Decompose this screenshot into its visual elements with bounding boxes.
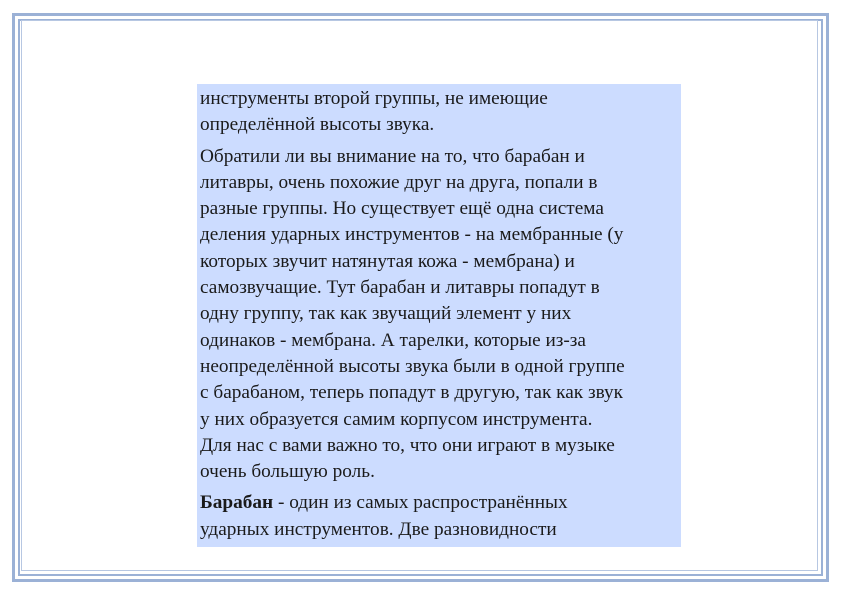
text-line: неопределённой высоты звука были в одной группе xyxy=(200,355,625,377)
text-line: которых звучит натянутая кожа - мембрана) и xyxy=(200,250,575,272)
paragraph-classification xyxy=(200,144,681,486)
text-line: определённой высоты звука. xyxy=(200,114,435,136)
text-line: у них образуется самим корпусом инструмента. xyxy=(200,408,593,430)
text-line: Обратили ли вы внимание на то, что барабан и xyxy=(200,145,585,167)
text-line: ударных инструментов. Две разновидности xyxy=(200,518,557,540)
paragraph-intro xyxy=(200,86,681,139)
text-line: деления ударных инструментов - на мембранные (у xyxy=(200,224,624,246)
text-line: литавры, очень похожие друг на друга, попали в xyxy=(200,171,598,193)
text-line: одинаков - мембрана. А тарелки, которые из-за xyxy=(200,329,586,351)
text-line: разные группы. Но существует ещё одна система xyxy=(200,198,604,220)
term-definition: - один из самых распространённых xyxy=(273,492,568,514)
term-drum: Барабан xyxy=(200,492,274,514)
text-line: очень большую роль. xyxy=(200,461,375,483)
text-line: инструменты второй группы, не имеющие xyxy=(200,88,548,109)
text-line: Для нас с вами важно то, что они играют в музыке xyxy=(200,434,615,456)
text-line xyxy=(200,490,681,516)
paragraph-drum xyxy=(200,490,681,543)
text-line: одну группу, так как звучащий элемент у них xyxy=(200,303,572,325)
text-line: самозвучащие. Тут барабан и литавры попадут в xyxy=(200,277,600,299)
text-line: с барабаном, теперь попадут в другую, так как звук xyxy=(200,382,624,404)
text-box xyxy=(197,84,681,547)
